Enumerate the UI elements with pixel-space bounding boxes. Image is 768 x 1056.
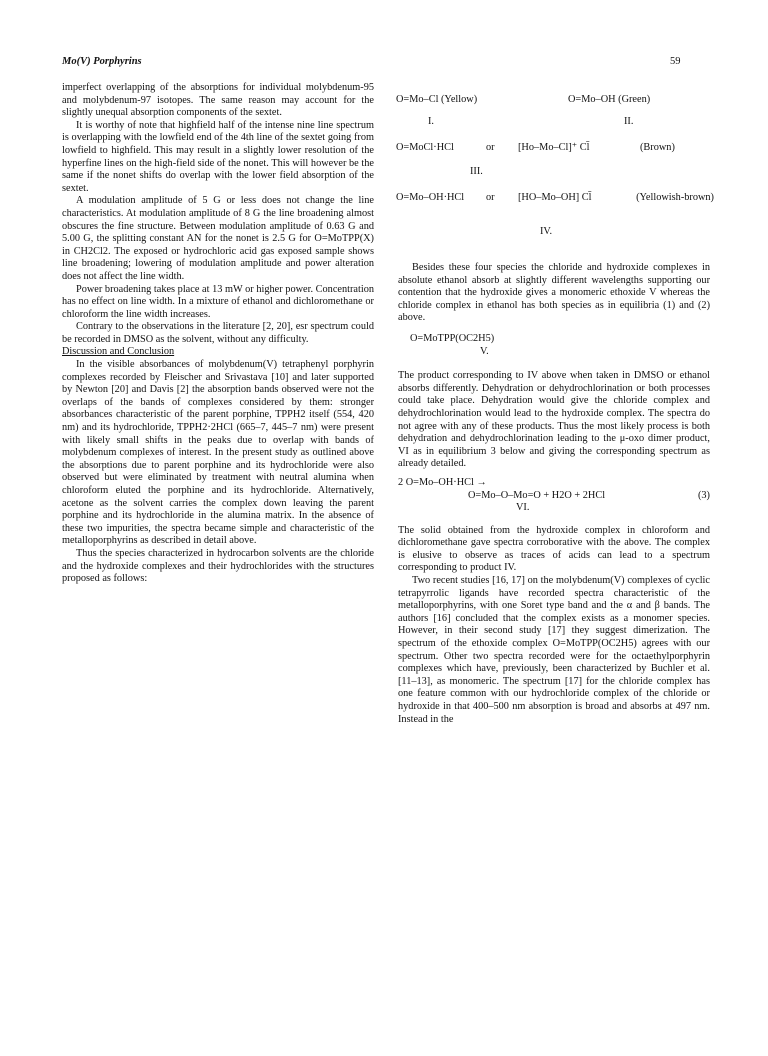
paragraph: In the visible absorbances of molybdenum(V) tetraphenyl porphyrin complexes recorded by Fleischer and Srivastava [10] and later supported by Newton [20] and Davis [2] the absorption bands observed were not the overlaps of the bands of complexes considered by them: stronger absorbances characteristic of the parent porphine, TPPH2 itself (554, 420 nm) and its hydrochloride, TPPH2·2HCl (665–7, 445–7 nm) were present with likely small shifts in the peaks due to overlap with bands of molybdenum complexes of interest. In the present study as outlined above the absorptions due to parent porphine and its hydrochloride were also observed but were eliminated by treatment with neutral alumina when chloroform eluted the porphine and its hydrochloride. Alternatively, acetone as the solvent carries the complex down leaving the parent porphine and its hydrochloride in the alumina matrix. In the absence of these two impurities, the spectra became simple and characteristic of the metalloporphyrins as described in detail above.	[62, 359, 374, 547]
running-title: Mo(V) Porphyrins	[62, 56, 142, 67]
structure-formula: [Ho–Mo–Cl]⁺ Cl̄	[518, 142, 590, 153]
left-column	[62, 82, 374, 586]
structure-color: (Yellowish-brown)	[636, 192, 714, 203]
structure-conjunction: or	[486, 192, 495, 203]
paragraph: The solid obtained from the hydroxide complex in chloroform and dichloromethane gave spectra corroborative with the above. The complex is elusive to observe as traces of acids can lead to a spectrum corresponding to product IV.	[398, 524, 710, 574]
equation-left: 2 O=Mo–OH·HCl →	[398, 476, 487, 488]
paragraph: Besides these four species the chloride and hydroxide complexes in absolute ethanol absorb at slightly different wavelengths supporting our contention that the hydroxide gives a monomeric ethoxide V whereas the chloride complex in ethanol has both species as in equilibria (1) and (2) above.	[398, 262, 710, 324]
structure-label: IV.	[540, 226, 553, 237]
page-number: 59	[670, 56, 681, 67]
equation-label: VI.	[516, 502, 530, 514]
equation-right: O=Mo–O–Mo=O + H2O + 2HCl	[468, 489, 606, 501]
structure-formula: [HO–Mo–OH] Cl̄	[518, 192, 592, 203]
paragraph: Two recent studies [16, 17] on the molybdenum(V) complexes of cyclic tetrapyrrolic ligands have recorded spectra characteristic of the metalloporphyrins, with one Soret type band and the α and β bands. The authors [16] concluded that the complex exists as a monomer species. However, in their second study [17] they suggest dimerization. The spectrum of the ethoxide complex O=MoTPP(OC2H5) agrees with our spectrum. Other two spectra recorded were for the octaethylporphyrin complexes which have, previously, been characterized by Buchler et al. [11–13], as monomeric. The spectrum [17] for the chloride complex has one feature common with our hydrochloride complex of the chloride or hydroxide in that 400–500 nm absorption is broad and absorbs at 497 nm. Instead in the	[398, 575, 710, 725]
structure-label: I.	[428, 116, 435, 127]
paragraph: Power broadening takes place at 13 mW or higher power. Concentration has no effect on line width. In a mixture of ethanol and dichloromethane or chloroform the line width increases.	[62, 283, 374, 320]
structure-formula: O=Mo–Cl (Yellow)	[396, 94, 478, 105]
formula: O=MoTPP(OC2H5)	[410, 332, 495, 344]
formula-label: V.	[480, 345, 489, 357]
structure-formula: O=Mo–OH·HCl	[396, 192, 465, 203]
paragraph: A modulation amplitude of 5 G or less does not change the line characteristics. At modulation amplitude of 8 G the line broadening almost obscures the fine structure. Between modulation amplitude of 0.63 G and 5.00 G, the splitting constant AN for the nonet is 2.5 G for O=MoTPP(X) in CH2Cl2. The exposed or hydrochloric acid gas exposed sample shows line broadening; lowering of modulation amplitude and power alteration does not affect the line width.	[62, 195, 374, 282]
paragraph: imperfect overlapping of the absorptions for individual molybdenum-95 and molybdenum-97 isotopes. The same reason may account for the slightly unequal absorption components of the sextet.	[62, 82, 374, 119]
structure-color: (Brown)	[640, 142, 675, 153]
formula-v	[410, 333, 710, 358]
structure-conjunction: or	[486, 142, 495, 153]
section-title: Discussion and Conclusion	[62, 346, 175, 358]
paragraph: Contrary to the observations in the literature [2, 20], esr spectrum could be recorded in DMSO as the solvent, without any difficulty.	[62, 321, 374, 345]
equation-3	[398, 477, 710, 515]
structure-label: II.	[624, 116, 634, 127]
structure-formula: O=MoCl·HCl	[396, 142, 454, 153]
paragraph: It is worthy of note that highfield half of the intense nine line spectrum is overlapping with the lowfield end of the 4th line of the sextet going from lowfield to highfield. This may result in a slightly lower resolution of the hyperfine lines on the high-field side of the nonet. This will however be the same if the nonet shifts do overlap with the lower field absorption of the sextet.	[62, 119, 374, 194]
structure-formula: O=Mo–OH (Green)	[568, 94, 651, 105]
right-column	[398, 262, 710, 726]
structure-label: III.	[470, 166, 483, 177]
equation-number: (3)	[697, 489, 710, 501]
equation-right-row	[398, 490, 710, 503]
paragraph: Thus the species characterized in hydrocarbon solvents are the chloride and the hydroxide complexes and their hydrochlorides with the structures proposed as follows:	[62, 547, 374, 585]
paragraph: The product corresponding to IV above when taken in DMSO or ethanol absorbs differently. Dehydration or dehydrochlorination or both processes could take place. Dehydration would give the chloride complex and dehydrochlorination would lead to the hydroxide complex. The spectra do not agree with any of these products. Thus the most likely process is both dehydration and dehydrochlorination leading to the μ-oxo dimer product, VI as in equilibrium 3 below and giving the corresponding spectrum as already detailed.	[398, 370, 710, 470]
